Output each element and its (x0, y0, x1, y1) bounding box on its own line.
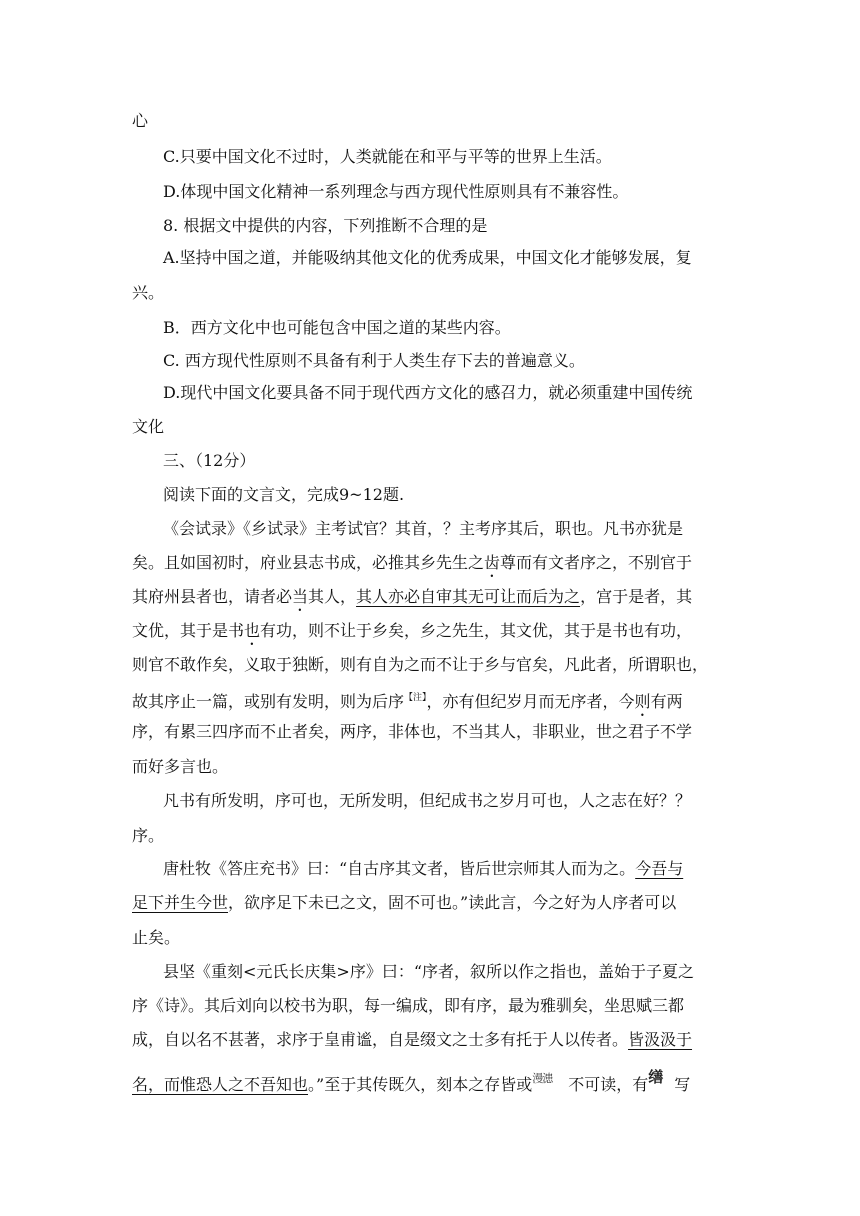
question-8: 8. 根据文中提供的内容，下列推断不合理的是 (163, 216, 488, 235)
section-heading: 三、（12分） (163, 451, 256, 470)
passage-line: 序，有累三四序而不止者矣，两序，非体也，不当其人，非职业，世之君子不学 (132, 722, 693, 741)
option-a-8: A.坚持中国之道，并能吸纳其他文化的优秀成果，中国文化才能够发展，复 (163, 248, 692, 267)
passage-line: 序。 (132, 826, 165, 845)
passage-line: 县坚《重刻<元氏长庆集>序》曰：“序者，叙所以作之指也，盖始于子夏之 (163, 962, 694, 981)
underlined-sentence: 其人亦必自审其无可让而后为之 (356, 587, 581, 606)
underlined-sentence: 今吾与 (635, 859, 684, 878)
option-d-8: D.现代中国文化要具备不同于现代西方文化的感召力，就必须重建中国传统 (163, 383, 693, 402)
text-line: 心 (132, 111, 149, 130)
passage-line: 文优，其于是书也有功，则不让于乡矣，乡之先生，其文优，其于是书也有功， (132, 621, 693, 640)
passage-line: 《会试录》《乡试录》主考试官？其首，？主考序其后，职也。凡书亦犹是 (163, 519, 684, 538)
dotted-word: 齿 (484, 553, 501, 572)
passage-line: 名，而惟恐人之不吾知也。”至于其传既久，刻本之存皆或漫漶 不可读，有缮 写 (132, 1068, 691, 1094)
dotted-word: 也 (244, 621, 261, 640)
text-line: 兴。 (132, 283, 165, 302)
option-b-8: B．西方文化中也可能包含中国之道的某些内容。 (163, 318, 511, 337)
footnote-marker: 【注】 (404, 693, 427, 703)
passage-line: 其府州县者也，请者必当其人，其人亦必自审其无可让而后为之，宫于是者，其 (132, 587, 693, 606)
smudged-glyph: 缮 (648, 1068, 664, 1086)
smudged-glyph: 漫漶 (532, 1072, 553, 1085)
dotted-word: 则 (634, 692, 651, 711)
dotted-word: 当 (292, 587, 309, 606)
option-c-8: C. 西方现代性原则不具备有利于人类生存下去的普遍意义。 (163, 351, 585, 370)
reading-instruction: 阅读下面的文言文，完成9~12题. (163, 485, 405, 504)
passage-line: 唐杜牧《答庄充书》曰：“自古序其文者，皆后世宗师其人而为之。今吾与 (163, 859, 684, 878)
passage-line: 故其序止一篇，或别有发明，则为后序$^{【注】}$，亦有但纪岁月而无序者，今则有两 (132, 692, 683, 711)
option-d-7: D.体现中国文化精神一系列理念与西方现代性原则具有不兼容性。 (163, 182, 629, 201)
underlined-sentence: 名，而惟恐人之不吾知也 (132, 1075, 309, 1094)
passage-line: 凡书有所发明，序可也，无所发明，但纪成书之岁月可也，人之志在好？？ (163, 791, 692, 810)
passage-line: 矣。且如国初时，府业县志书成，必推其乡先生之齿尊而有文者序之，不别官于 (132, 553, 693, 572)
passage-line: 足下并生今世，欲序足下未已之文，固不可也。”读此言，今之好为人序者可以 (132, 893, 677, 912)
text-line: 文化 (132, 417, 165, 436)
passage-line: 则官不敢作矣，义取于独断，则有自为之而不让于乡与官矣，凡此者，所谓职也， (132, 655, 709, 674)
option-c-7: C.只要中国文化不过时，人类就能在和平与平等的世界上生活。 (163, 147, 612, 166)
underlined-sentence: 皆汲汲于 (628, 1030, 693, 1049)
passage-line: 成，自以名不甚著，求序于皇甫谧，自是缀文之士多有托于人以传者。皆汲汲于 (132, 1030, 693, 1049)
passage-line: 序《诗》。其后刘向以校书为职，每一编成，即有序，最为雅驯矣，坐思赋三都 (132, 996, 685, 1015)
passage-line: 止矣。 (132, 928, 181, 947)
underlined-sentence: 足下并生今世 (132, 893, 229, 912)
passage-line: 而好多言也。 (132, 757, 229, 776)
